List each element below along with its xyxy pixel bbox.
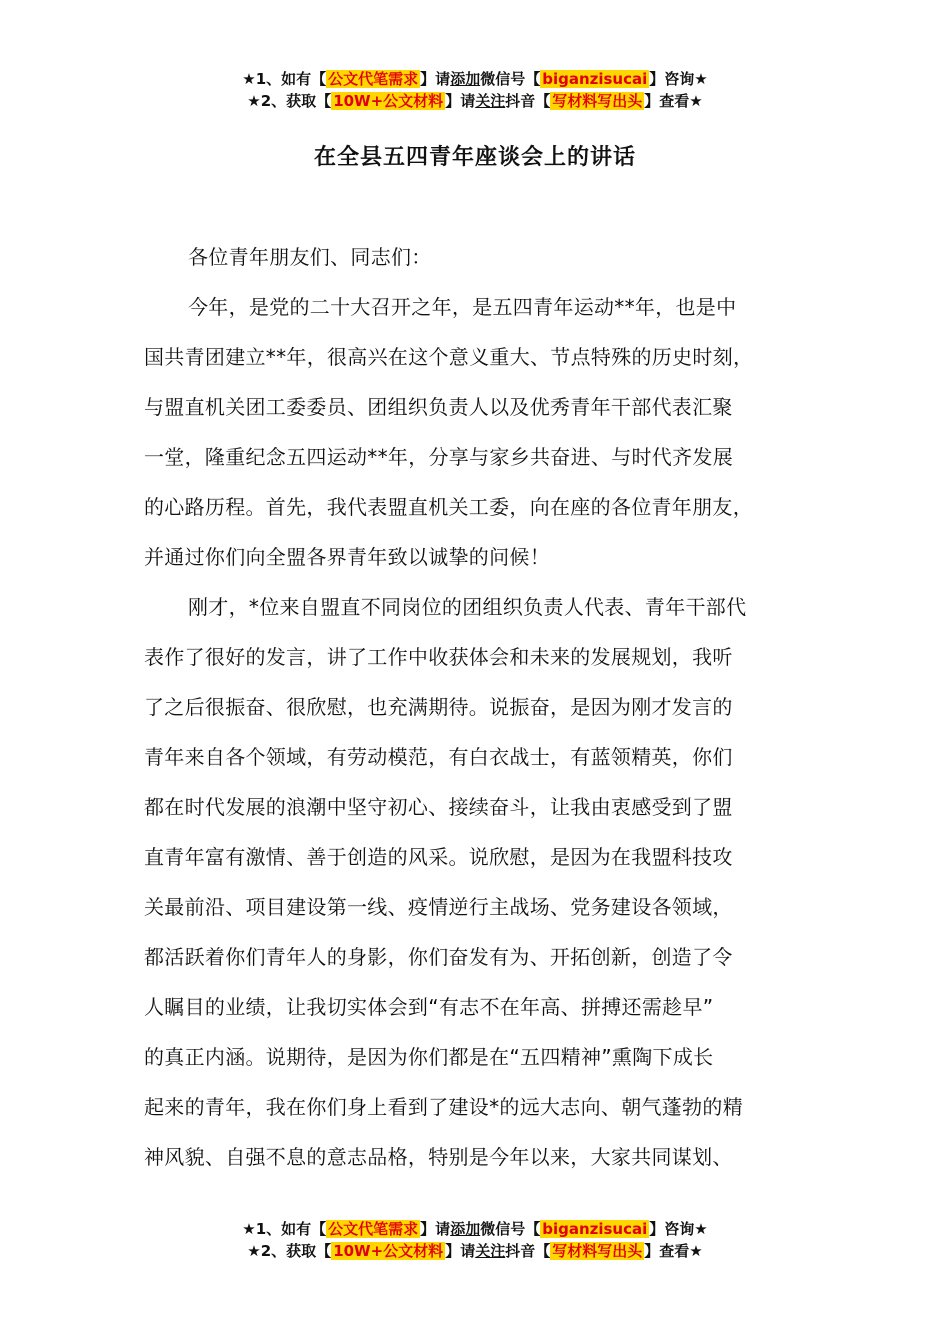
banner-text: 】请 (445, 92, 476, 110)
banner-text: 微信号【 (480, 70, 541, 88)
document-title: 在全县五四青年座谈会上的讲话 (313, 145, 636, 170)
body-line: 的真正内涵。说期待，是因为你们都是在“五四精神”熏陶下成长 (144, 1045, 714, 1069)
body-line: 国共青团建立**年，很高兴在这个意义重大、节点特殊的历史时刻， (144, 345, 754, 369)
banner-underlined: 添加 (450, 1220, 481, 1238)
banner-highlight: 写材料写出头 (552, 92, 643, 110)
banner-text: 】咨询★ (649, 1220, 708, 1238)
banner-highlight: 公文代笔需求 (328, 1220, 419, 1238)
banner-text: 】查看★ (644, 92, 703, 110)
banner-text: 微信号【 (480, 1220, 541, 1238)
banner-highlight: biganzisucai (542, 70, 648, 88)
banner-highlight: 写材料写出头 (552, 1242, 643, 1260)
banner-text: 】咨询★ (649, 70, 708, 88)
body-line: 关最前沿、项目建设第一线、疫情逆行主战场、党务建设各领域， (144, 895, 733, 919)
header-banner (0, 68, 950, 112)
banner-text: ★2、获取【 (247, 92, 332, 110)
banner-text: ★2、获取【 (247, 1242, 332, 1260)
footer-banner (0, 1218, 950, 1262)
banner-highlight: 公文代笔需求 (328, 70, 419, 88)
document-body (144, 232, 824, 1182)
banner-highlight: biganzisucai (542, 1220, 648, 1238)
body-line: 了之后很振奋、很欣慰，也充满期待。说振奋，是因为刚才发言的 (144, 695, 733, 719)
body-line: 神风貌、自强不息的意志品格，特别是今年以来，大家共同谋划、 (144, 1145, 733, 1169)
body-line: 表作了很好的发言，讲了工作中收获体会和未来的发展规划，我听 (144, 645, 733, 669)
body-line: 都在时代发展的浪潮中坚守初心、接续奋斗，让我由衷感受到了盟 (144, 795, 733, 819)
banner-text: 】请 (445, 1242, 476, 1260)
body-line: 直青年富有激情、善于创造的风采。说欣慰，是因为在我盟科技攻 (144, 845, 733, 869)
body-line: 的心路历程。首先，我代表盟直机关工委，向在座的各位青年朋友， (144, 495, 753, 519)
body-line: 起来的青年，我在你们身上看到了建设*的远大志向、朝气蓬勃的精 (144, 1095, 743, 1119)
banner-underlined: 关注 (475, 92, 506, 110)
banner-line-1 (0, 68, 950, 90)
banner-text: ★1、如有【 (242, 70, 327, 88)
body-line: 各位青年朋友们、同志们： (188, 245, 432, 269)
banner-text: 】请 (420, 1220, 451, 1238)
body-line: 刚才，*位来自盟直不同岗位的团组织负责人代表、青年干部代 (188, 595, 747, 619)
banner-line-1 (0, 1218, 950, 1240)
body-line: 与盟直机关团工委委员、团组织负责人以及优秀青年干部代表汇聚 (144, 395, 733, 419)
banner-text: 抖音【 (505, 92, 551, 110)
banner-line-2 (0, 1240, 950, 1262)
banner-text: 】查看★ (644, 1242, 703, 1260)
banner-text: ★1、如有【 (242, 1220, 327, 1238)
body-line: 青年来自各个领域，有劳动模范，有白衣战士，有蓝领精英，你们 (144, 745, 733, 769)
banner-text: 】请 (420, 70, 451, 88)
body-line: 今年，是党的二十大召开之年，是五四青年运动**年，也是中 (188, 295, 737, 319)
banner-underlined: 添加 (450, 70, 481, 88)
body-line: 一堂，隆重纪念五四运动**年，分享与家乡共奋进、与时代齐发展 (144, 445, 733, 469)
banner-highlight: 10W+公文材料 (333, 92, 444, 110)
banner-line-2 (0, 90, 950, 112)
body-line: 人瞩目的业绩，让我切实体会到“有志不在年高、拼搏还需趁早” (144, 995, 714, 1019)
body-line: 并通过你们向全盟各界青年致以诚挚的问候！ (144, 545, 550, 569)
banner-text: 抖音【 (505, 1242, 551, 1260)
banner-highlight: 10W+公文材料 (333, 1242, 444, 1260)
body-line: 都活跃着你们青年人的身影，你们奋发有为、开拓创新，创造了令 (144, 945, 733, 969)
banner-underlined: 关注 (475, 1242, 506, 1260)
